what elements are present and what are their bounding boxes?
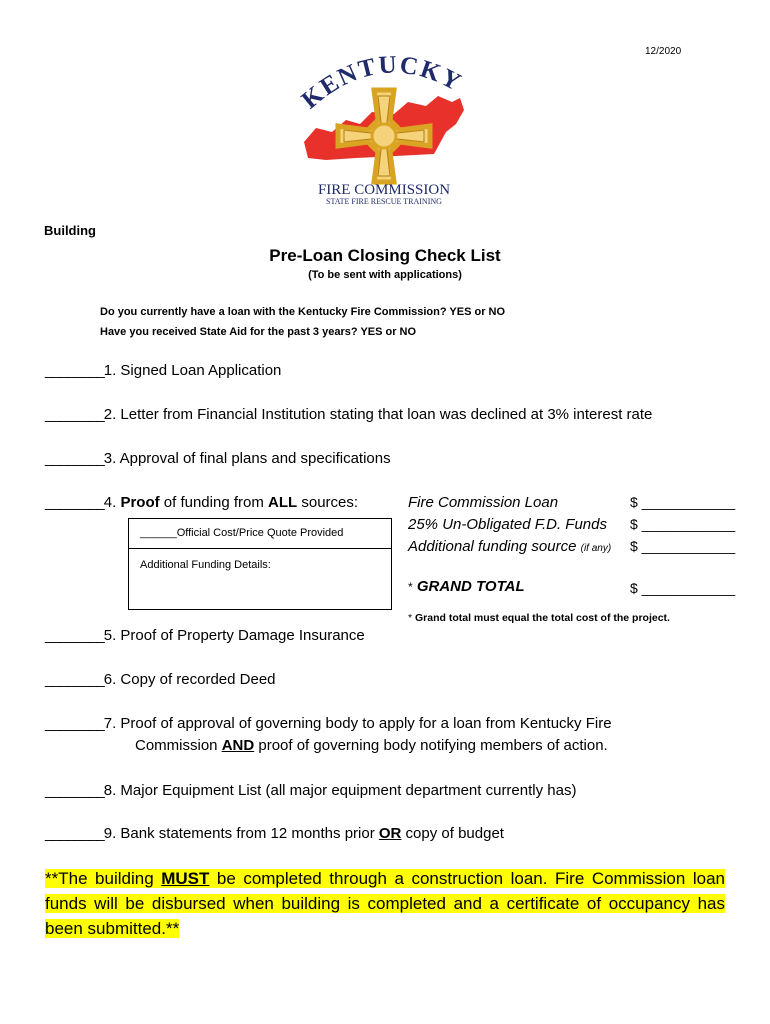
checklist-item-text: Commission xyxy=(135,737,222,754)
funding-details-box xyxy=(128,518,392,610)
checklist-item-1 xyxy=(45,362,281,379)
emphasis-text: OR xyxy=(378,825,402,842)
grand-total-note xyxy=(408,612,670,624)
checklist-item-text: 4. xyxy=(103,494,121,511)
checklist-item-text: 9. Bank statements from 12 months prior xyxy=(103,825,379,842)
unobligated-funds-amount[interactable]: $ ____________ xyxy=(630,516,736,532)
box-divider xyxy=(129,548,391,549)
checklist-item-text: of funding from xyxy=(159,494,269,511)
checkbox-blank[interactable]: ________ xyxy=(45,627,104,644)
checklist-item-text: proof of governing body notifying members of action. xyxy=(254,737,608,754)
checkbox-blank[interactable]: ________ xyxy=(45,450,104,467)
emphasis-text: Proof xyxy=(120,494,160,511)
checklist-item-4 xyxy=(45,494,358,511)
notice-text: **The building xyxy=(45,869,162,888)
question-state-aid: Have you received State Aid for the past 3 years? YES or NO xyxy=(100,326,417,338)
checklist-item-text: 5. Proof of Property Damage Insurance xyxy=(103,627,365,644)
unobligated-funds-label: 25% Un-Obligated F.D. Funds xyxy=(408,516,607,533)
grand-total-label xyxy=(408,578,525,595)
checklist-item-8 xyxy=(45,782,576,799)
checklist-item-7 xyxy=(45,715,612,732)
checklist-item-3 xyxy=(45,450,391,467)
checklist-item-text: sources: xyxy=(297,494,359,511)
checklist-item-text: 3. Approval of final plans and specifications xyxy=(103,450,391,467)
section-label: Building xyxy=(44,223,96,238)
logo-org-text: FIRE COMMISSION xyxy=(317,182,451,198)
maltese-cross-icon xyxy=(338,90,430,182)
checklist-item-text: copy of budget xyxy=(401,825,504,842)
kentucky-fire-commission-logo xyxy=(296,50,472,210)
fire-commission-loan-amount[interactable]: $ ____________ xyxy=(630,494,736,510)
checklist-item-2 xyxy=(45,406,652,423)
checkbox-blank[interactable]: ________ xyxy=(45,715,104,732)
checklist-item-text: 6. Copy of recorded Deed xyxy=(103,671,276,688)
checkbox-blank[interactable]: ________ xyxy=(45,362,104,379)
official-quote-field[interactable]: ______Official Cost/Price Quote Provided xyxy=(140,527,344,539)
asterisk: * xyxy=(408,580,413,594)
checklist-item-text: 7. Proof of approval of governing body to apply for a loan from Kentucky Fire xyxy=(103,715,612,732)
checklist-item-9 xyxy=(45,825,504,842)
additional-source-amount[interactable]: $ ____________ xyxy=(630,538,736,554)
asterisk: * xyxy=(408,612,413,624)
question-existing-loan: Do you currently have a loan with the Kentucky Fire Commission? YES or NO xyxy=(100,306,506,318)
additional-source-label xyxy=(408,538,611,555)
fire-commission-loan-label: Fire Commission Loan xyxy=(408,494,559,511)
additional-source-note: (if any) xyxy=(580,543,612,554)
checklist-item-text: 1. Signed Loan Application xyxy=(103,362,282,379)
additional-funding-details-field[interactable]: Additional Funding Details: xyxy=(140,559,271,571)
grand-total-amount[interactable]: $ ____________ xyxy=(630,580,736,596)
notice-highlight xyxy=(45,869,725,938)
logo-arc-text: KENTUCKY xyxy=(296,51,467,115)
notice-text: be completed through a construction loan. Fire Commission loan funds will be disbursed when building is completed and a certificate of occupancy has been submitted.** xyxy=(45,869,726,938)
checklist-item-7-continued xyxy=(135,737,608,754)
emphasis-text: ALL xyxy=(268,494,298,511)
grand-total-note-text: Grand total must equal the total cost of the project. xyxy=(415,612,670,624)
checklist-item-6 xyxy=(45,671,276,688)
document-date: 12/2020 xyxy=(645,46,682,57)
checkbox-blank[interactable]: ________ xyxy=(45,782,104,799)
emphasis-text: MUST xyxy=(161,869,210,888)
checklist-item-5 xyxy=(45,627,365,644)
grand-total-text: GRAND TOTAL xyxy=(416,578,525,595)
page-title: Pre-Loan Closing Check List xyxy=(269,246,501,265)
checkbox-blank[interactable]: ________ xyxy=(45,825,104,842)
construction-loan-notice xyxy=(45,866,725,941)
additional-source-text: Additional funding source xyxy=(408,538,577,555)
logo-graphic xyxy=(296,50,472,210)
checkbox-blank[interactable]: ________ xyxy=(45,494,104,511)
checkbox-blank[interactable]: ________ xyxy=(45,671,104,688)
page-subtitle: (To be sent with applications) xyxy=(308,269,462,281)
checklist-item-text: 8. Major Equipment List (all major equipment department currently has) xyxy=(103,782,577,799)
emphasis-text: AND xyxy=(221,737,255,754)
logo-sub-text: STATE FIRE RESCUE TRAINING xyxy=(326,197,442,206)
checkbox-blank[interactable]: ________ xyxy=(45,406,104,423)
checklist-item-text: 2. Letter from Financial Institution stating that loan was declined at 3% interest rate xyxy=(103,406,653,423)
